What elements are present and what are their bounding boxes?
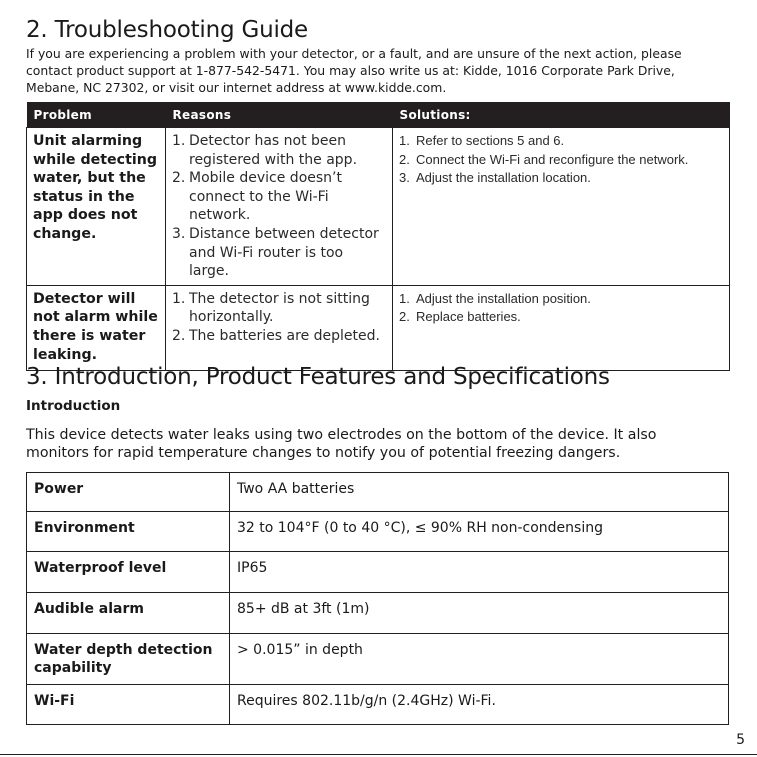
- list-item: 2. The batteries are depleted.: [172, 327, 380, 344]
- solutions-cell: [393, 128, 730, 286]
- spec-value: > 0.015” in depth: [230, 634, 729, 685]
- list-item: 2. Replace batteries.: [399, 309, 521, 325]
- list-item: 2. Mobile device doesn’t connect to the Wi-Fi network.: [172, 170, 342, 224]
- reasons-cell: [166, 285, 393, 370]
- reasons-cell: [166, 128, 393, 286]
- table-row: [27, 593, 729, 634]
- solutions-cell: [393, 285, 730, 370]
- troubleshooting-table: [26, 102, 730, 371]
- list-item: 1. Detector has not been registered with the app.: [172, 133, 358, 168]
- spec-key: Audible alarm: [27, 593, 230, 634]
- list-item: 1. Adjust the installation position.: [399, 290, 591, 306]
- spec-key: Waterproof level: [27, 552, 230, 593]
- header-solutions: Solutions:: [393, 102, 730, 128]
- page-number: 5: [736, 732, 745, 748]
- spec-key: Power: [27, 473, 230, 512]
- spec-key: Water depth detection capability: [27, 634, 230, 685]
- spec-value: 32 to 104°F (0 to 40 °C), ≤ 90% RH non-condensing: [230, 512, 729, 552]
- list-item: 3. Adjust the installation location.: [399, 170, 591, 186]
- problem-cell: Detector will not alarm while there is water leaking.: [27, 285, 166, 370]
- specifications-table: [26, 472, 729, 725]
- footer-divider: [0, 754, 757, 755]
- troubleshooting-intro: [26, 45, 731, 96]
- spec-value: Two AA batteries: [230, 473, 729, 512]
- problem-cell: Unit alarming while detecting water, but the status in the app does not change.: [27, 128, 166, 286]
- table-row: [27, 128, 730, 286]
- spec-key: Environment: [27, 512, 230, 552]
- table-row: [27, 473, 729, 512]
- table-row: [27, 685, 729, 725]
- introduction-paragraph: [26, 426, 731, 462]
- spec-value: IP65: [230, 552, 729, 593]
- table-row: [27, 634, 729, 685]
- table-row: [27, 552, 729, 593]
- spec-value: 85+ dB at 3ft (1m): [230, 593, 729, 634]
- header-reasons: Reasons: [166, 102, 393, 128]
- header-problem: Problem: [27, 102, 166, 128]
- section-2-title: 2. Troubleshooting Guide: [26, 17, 309, 43]
- introduction-heading: Introduction: [26, 398, 121, 414]
- list-item: 1. The detector is not sitting horizontally.: [172, 290, 370, 326]
- paragraph-line: This device detects water leaks using two electrodes on the bottom of the device. It also: [26, 427, 657, 443]
- intro-line: contact product support at 1-877-542-5471. You may also write us at: Kidde, 1016 Corporate Park Drive,: [26, 63, 675, 78]
- table-row: [27, 512, 729, 552]
- paragraph-line: monitors for rapid temperature changes to notify you of potential freezing dangers.: [26, 445, 621, 461]
- spec-value: Requires 802.11b/g/n (2.4GHz) Wi-Fi.: [230, 685, 729, 725]
- spec-key: Wi-Fi: [27, 685, 230, 725]
- list-item: 2. Connect the Wi-Fi and reconfigure the network.: [399, 151, 689, 167]
- list-item: 3. Distance between detector and Wi-Fi router is too large.: [172, 225, 379, 280]
- intro-line: Mebane, NC 27302, or visit our internet address at www.kidde.com.: [26, 80, 447, 95]
- table-header-row: [27, 102, 730, 128]
- section-3-title: 3. Introduction, Product Features and Specifications: [26, 364, 610, 390]
- table-row: [27, 285, 730, 370]
- intro-line: If you are experiencing a problem with your detector, or a fault, and are unsure of the next action, please: [26, 46, 682, 61]
- list-item: 1. Refer to sections 5 and 6.: [399, 133, 565, 148]
